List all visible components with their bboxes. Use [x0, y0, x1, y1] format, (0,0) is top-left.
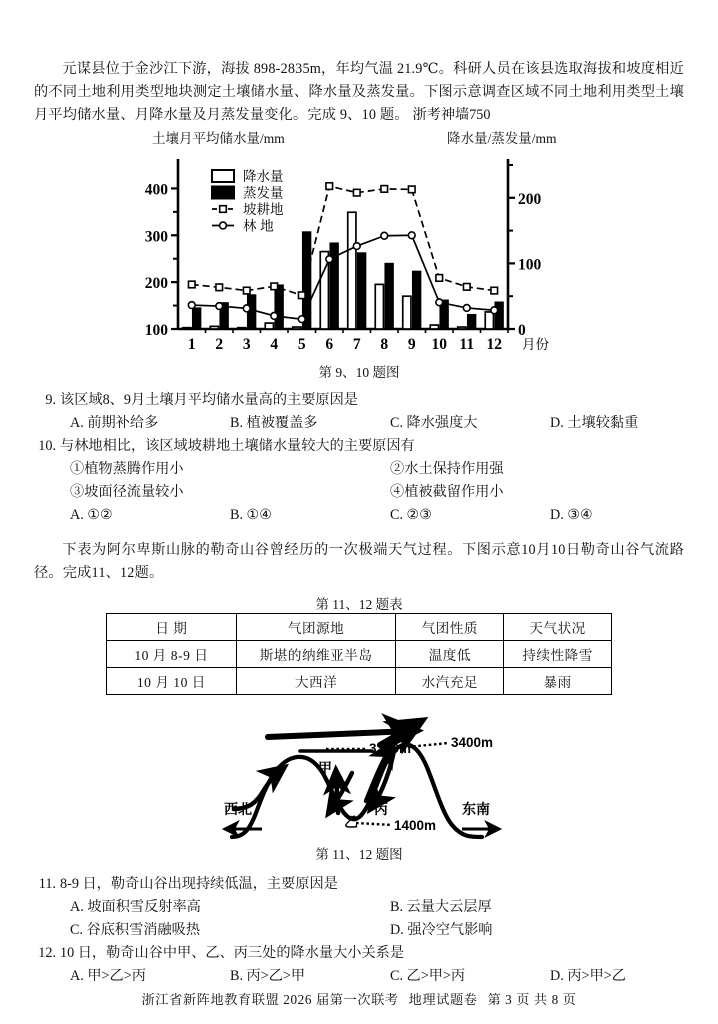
- page-footer: [0, 989, 718, 1008]
- table-header-row: [107, 614, 612, 641]
- chart-x-tick-label: 6: [325, 336, 334, 353]
- chart-bar-precipitation: [375, 284, 383, 329]
- chart-right-tick-label: 100: [518, 256, 542, 274]
- question-11-option-a[interactable]: A. 坡面积雪反射率高: [70, 899, 201, 915]
- chart-line-slope-farmland: [192, 186, 495, 295]
- chart-bar-precipitation: [210, 326, 218, 329]
- chart-marker-slope-farmland: [408, 186, 415, 193]
- watermark-text: 浙考神墙750: [412, 107, 491, 123]
- label-point-jia: 甲: [318, 760, 332, 776]
- air-mass-table: [106, 613, 612, 695]
- footer-subject: 地理试题卷: [408, 992, 478, 1007]
- passage-1-text: [34, 58, 684, 127]
- question-10-statements-row-1: [34, 458, 684, 481]
- chart-line-forest: [192, 235, 495, 319]
- chart-x-tick-label: 8: [380, 336, 389, 353]
- chart-marker-slope-farmland: [491, 287, 498, 294]
- question-9-option-d[interactable]: D. 土壤较黏重: [550, 415, 639, 431]
- chart-x-tick-label: 10: [431, 336, 447, 353]
- chart-x-tick-label: 11: [459, 336, 475, 353]
- chart-x-tick-label: 5: [297, 336, 306, 353]
- figure-2-caption: 第 11、12 题图: [315, 847, 403, 862]
- valley-airflow-diagram: [0, 701, 718, 841]
- question-10-option-d[interactable]: D. ③④: [550, 507, 593, 523]
- question-10-stem-row: [34, 435, 684, 458]
- chart-marker-forest: [326, 256, 333, 263]
- table-header-cell: 日 期: [107, 614, 237, 641]
- chart-x-tick-label: 2: [215, 336, 224, 353]
- passage-1-body: 元谋县位于金沙江下游，海拔 898-2835m，年均气温 21.9℃。科研人员在该县选取海拔和坡度相近的不同土地利用类型地块测定土壤储水量、降水量及蒸发量。下图示意调查区域不同土地利用类型土壤月平均储水量、月降水量及月蒸发量变化。完成 9、10 题。: [34, 61, 684, 123]
- question-10-stem: 与林地相比，该区域坡耕地土壤储水量较大的主要原因有: [60, 438, 415, 454]
- chart-left-tick-label: 400: [144, 181, 168, 199]
- question-10-statement-1: ①植物蒸腾作用小: [70, 461, 184, 477]
- question-12-stem-row: [34, 942, 684, 965]
- legend-marker-slope-farmland: [220, 206, 227, 213]
- chart-x-tick-label: 12: [486, 336, 502, 353]
- chart-bar-evaporation: [413, 271, 421, 329]
- valley-diagram-block: [0, 701, 718, 841]
- chart-left-tick-label: 100: [144, 322, 168, 339]
- chart-marker-forest: [216, 303, 223, 310]
- legend-marker-forest: [220, 222, 227, 229]
- chart-marker-slope-farmland: [381, 186, 388, 193]
- table-row: [107, 668, 612, 695]
- question-10: [0, 435, 718, 527]
- question-11-options-row-1: [34, 896, 684, 919]
- legend-label-forest: 林 地: [243, 218, 274, 234]
- question-11-option-c[interactable]: C. 谷底积雪消融吸热: [70, 922, 201, 938]
- airflow-upvalley-arrow: [336, 773, 338, 813]
- passage-2-text: 下表为阿尔卑斯山脉的勒奇山谷曾经历的一次极端天气过程。下图示意10月10日勒奇山谷气流路径。完成11、12题。: [34, 542, 684, 581]
- question-11-option-d[interactable]: D. 强冷空气影响: [390, 922, 493, 938]
- chart-marker-slope-farmland: [243, 287, 250, 294]
- chart-marker-slope-farmland: [326, 183, 333, 190]
- leader-1400: [356, 823, 392, 825]
- question-10-statement-4: ④植被截留作用小: [390, 484, 504, 500]
- table-header-cell: 气团性质: [396, 614, 504, 641]
- chart-marker-slope-farmland: [463, 284, 470, 291]
- chart-bar-precipitation: [430, 325, 438, 329]
- chart-marker-forest: [463, 305, 470, 312]
- chart-x-tick-label: 4: [270, 336, 279, 353]
- chart-bar-evaporation: [275, 285, 283, 329]
- question-10-statement-2: ②水土保持作用强: [390, 461, 504, 477]
- chart-left-tick-label: 300: [144, 228, 168, 246]
- label-point-bing: 丙: [374, 801, 388, 817]
- chart-right-axis-title: 降水量/蒸发量/mm: [447, 131, 557, 146]
- chart-marker-slope-farmland: [436, 275, 443, 282]
- chart-x-tick-label: 1: [187, 336, 196, 353]
- chart-marker-forest: [298, 316, 305, 323]
- question-10-number: 10.: [38, 438, 56, 454]
- table-header-cell: 气团源地: [236, 614, 396, 641]
- table-1-caption: 第 11、12 题表: [315, 597, 403, 612]
- question-12-option-c[interactable]: C. 乙>甲>丙: [390, 968, 466, 984]
- chart-marker-slope-farmland: [188, 281, 195, 288]
- question-12-option-d[interactable]: D. 丙>甲>乙: [550, 968, 626, 984]
- chart-marker-forest: [381, 232, 388, 239]
- question-12-stem: 10 日，勒奇山谷中甲、乙、丙三处的降水量大小关系是: [60, 945, 405, 961]
- chart-block: [0, 127, 718, 359]
- chart-left-tick-label: 200: [144, 275, 168, 293]
- question-12-option-b[interactable]: B. 丙>乙>甲: [230, 968, 306, 984]
- question-10-statements-row-2: [34, 481, 684, 504]
- table-cell: 大西洋: [236, 668, 396, 695]
- chart-left-axis-title: 土壤月平均储水量/mm: [152, 131, 285, 146]
- table-cell: 10 月 10 日: [107, 668, 237, 695]
- chart-right-tick-label: 0: [518, 322, 526, 339]
- question-11-number: 11.: [38, 876, 56, 892]
- figure-1-caption: 第 9、10 题图: [318, 365, 400, 380]
- legend-label-precipitation: 降水量: [243, 169, 284, 184]
- table-cell: 持续性降雪: [504, 641, 612, 668]
- chart-marker-forest: [353, 243, 360, 250]
- chart-bar-evaporation: [468, 315, 476, 329]
- chart-marker-forest: [436, 299, 443, 306]
- passage-1-block: [0, 0, 718, 127]
- chart-right-tick-label: 200: [518, 190, 542, 208]
- passage-2-block: [0, 539, 718, 585]
- legend-swatch-evaporation: [212, 187, 234, 199]
- question-10-options: [34, 504, 684, 527]
- question-11-stem-row: [34, 873, 684, 896]
- chart-bar-precipitation: [458, 327, 466, 329]
- chart-marker-slope-farmland: [298, 292, 305, 299]
- question-9-number: 9.: [45, 392, 56, 408]
- chart-bar-precipitation: [238, 328, 246, 329]
- question-10-statement-3: ③坡面径流量较小: [70, 484, 184, 500]
- chart-marker-forest: [408, 232, 415, 239]
- question-12-option-a[interactable]: A. 甲>乙>丙: [70, 968, 146, 984]
- label-point-yi: 乙: [344, 814, 358, 830]
- chart-marker-slope-farmland: [216, 284, 223, 291]
- legend-swatch-precipitation: [212, 170, 234, 182]
- label-direction-southeast: 东南: [462, 801, 490, 817]
- chart-bar-evaporation: [358, 253, 366, 329]
- chart-bar-precipitation: [348, 212, 356, 329]
- label-elevation-3200: 3200m: [369, 741, 412, 756]
- chart-marker-slope-farmland: [271, 283, 278, 290]
- question-10-option-b[interactable]: B. ①④: [230, 507, 272, 523]
- table-cell: 暴雨: [504, 668, 612, 695]
- chart-marker-forest: [243, 305, 250, 312]
- chart-x-axis-label: 月份: [522, 337, 549, 352]
- question-9-stem: 该区域8、9月土壤月平均储水量高的主要原因是: [60, 392, 358, 408]
- question-9-stem-row: [34, 389, 684, 412]
- question-11: [0, 873, 718, 942]
- question-11-options-row-2: [34, 919, 684, 942]
- question-10-option-c[interactable]: C. ②③: [390, 507, 432, 523]
- chart-marker-forest: [188, 302, 195, 309]
- question-11-stem: 8-9 日，勒奇山谷出现持续低温，主要原因是: [60, 876, 338, 892]
- chart-bar-precipitation: [183, 328, 191, 329]
- chart-x-tick-label: 3: [242, 336, 251, 353]
- soil-water-chart: [0, 143, 718, 359]
- table-cell: 水汽充足: [396, 668, 504, 695]
- chart-x-tick-label: 7: [352, 336, 361, 353]
- table-cell: 斯堪的纳维亚半岛: [236, 641, 396, 668]
- question-9-option-c[interactable]: C. 降水强度大: [390, 415, 478, 431]
- chart-bar-precipitation: [485, 312, 493, 329]
- question-12-options: [34, 965, 684, 988]
- chart-bar-precipitation: [265, 323, 273, 329]
- footer-org: 浙江省新阵地教育联盟 2026 届第一次联考: [141, 992, 399, 1007]
- footer-page-label: 第 3 页 共 8 页: [487, 992, 577, 1007]
- chart-bar-precipitation: [403, 296, 411, 329]
- question-12: [0, 942, 718, 988]
- question-10-option-a[interactable]: A. ①②: [70, 507, 113, 523]
- chart-bar-evaporation: [193, 308, 201, 329]
- question-9: [0, 389, 718, 435]
- chart-x-tick-label: 9: [407, 336, 416, 353]
- question-9-option-b[interactable]: B. 植被覆盖多: [230, 415, 318, 431]
- question-12-number: 12.: [38, 945, 56, 961]
- chart-bar-evaporation: [385, 263, 393, 329]
- question-9-options: [34, 412, 684, 435]
- label-direction-northwest: 西北: [224, 801, 252, 817]
- question-11-option-b[interactable]: B. 云量大云层厚: [390, 899, 492, 915]
- label-elevation-1400: 1400m: [394, 818, 437, 833]
- legend-label-evaporation: 蒸发量: [243, 185, 284, 201]
- table-row: [107, 641, 612, 668]
- chart-marker-forest: [491, 307, 498, 314]
- chart-bar-evaporation: [495, 302, 503, 329]
- chart-marker-slope-farmland: [353, 189, 360, 196]
- table-header-cell: 天气状况: [504, 614, 612, 641]
- chart-bar-precipitation: [293, 327, 301, 329]
- legend-label-slope-farmland: 坡耕地: [243, 202, 284, 217]
- label-elevation-3400: 3400m: [451, 735, 494, 750]
- table-cell: 温度低: [396, 641, 504, 668]
- chart-marker-forest: [271, 312, 278, 319]
- question-9-option-a[interactable]: A. 前期补给多: [70, 415, 159, 431]
- table-cell: 10 月 8-9 日: [107, 641, 237, 668]
